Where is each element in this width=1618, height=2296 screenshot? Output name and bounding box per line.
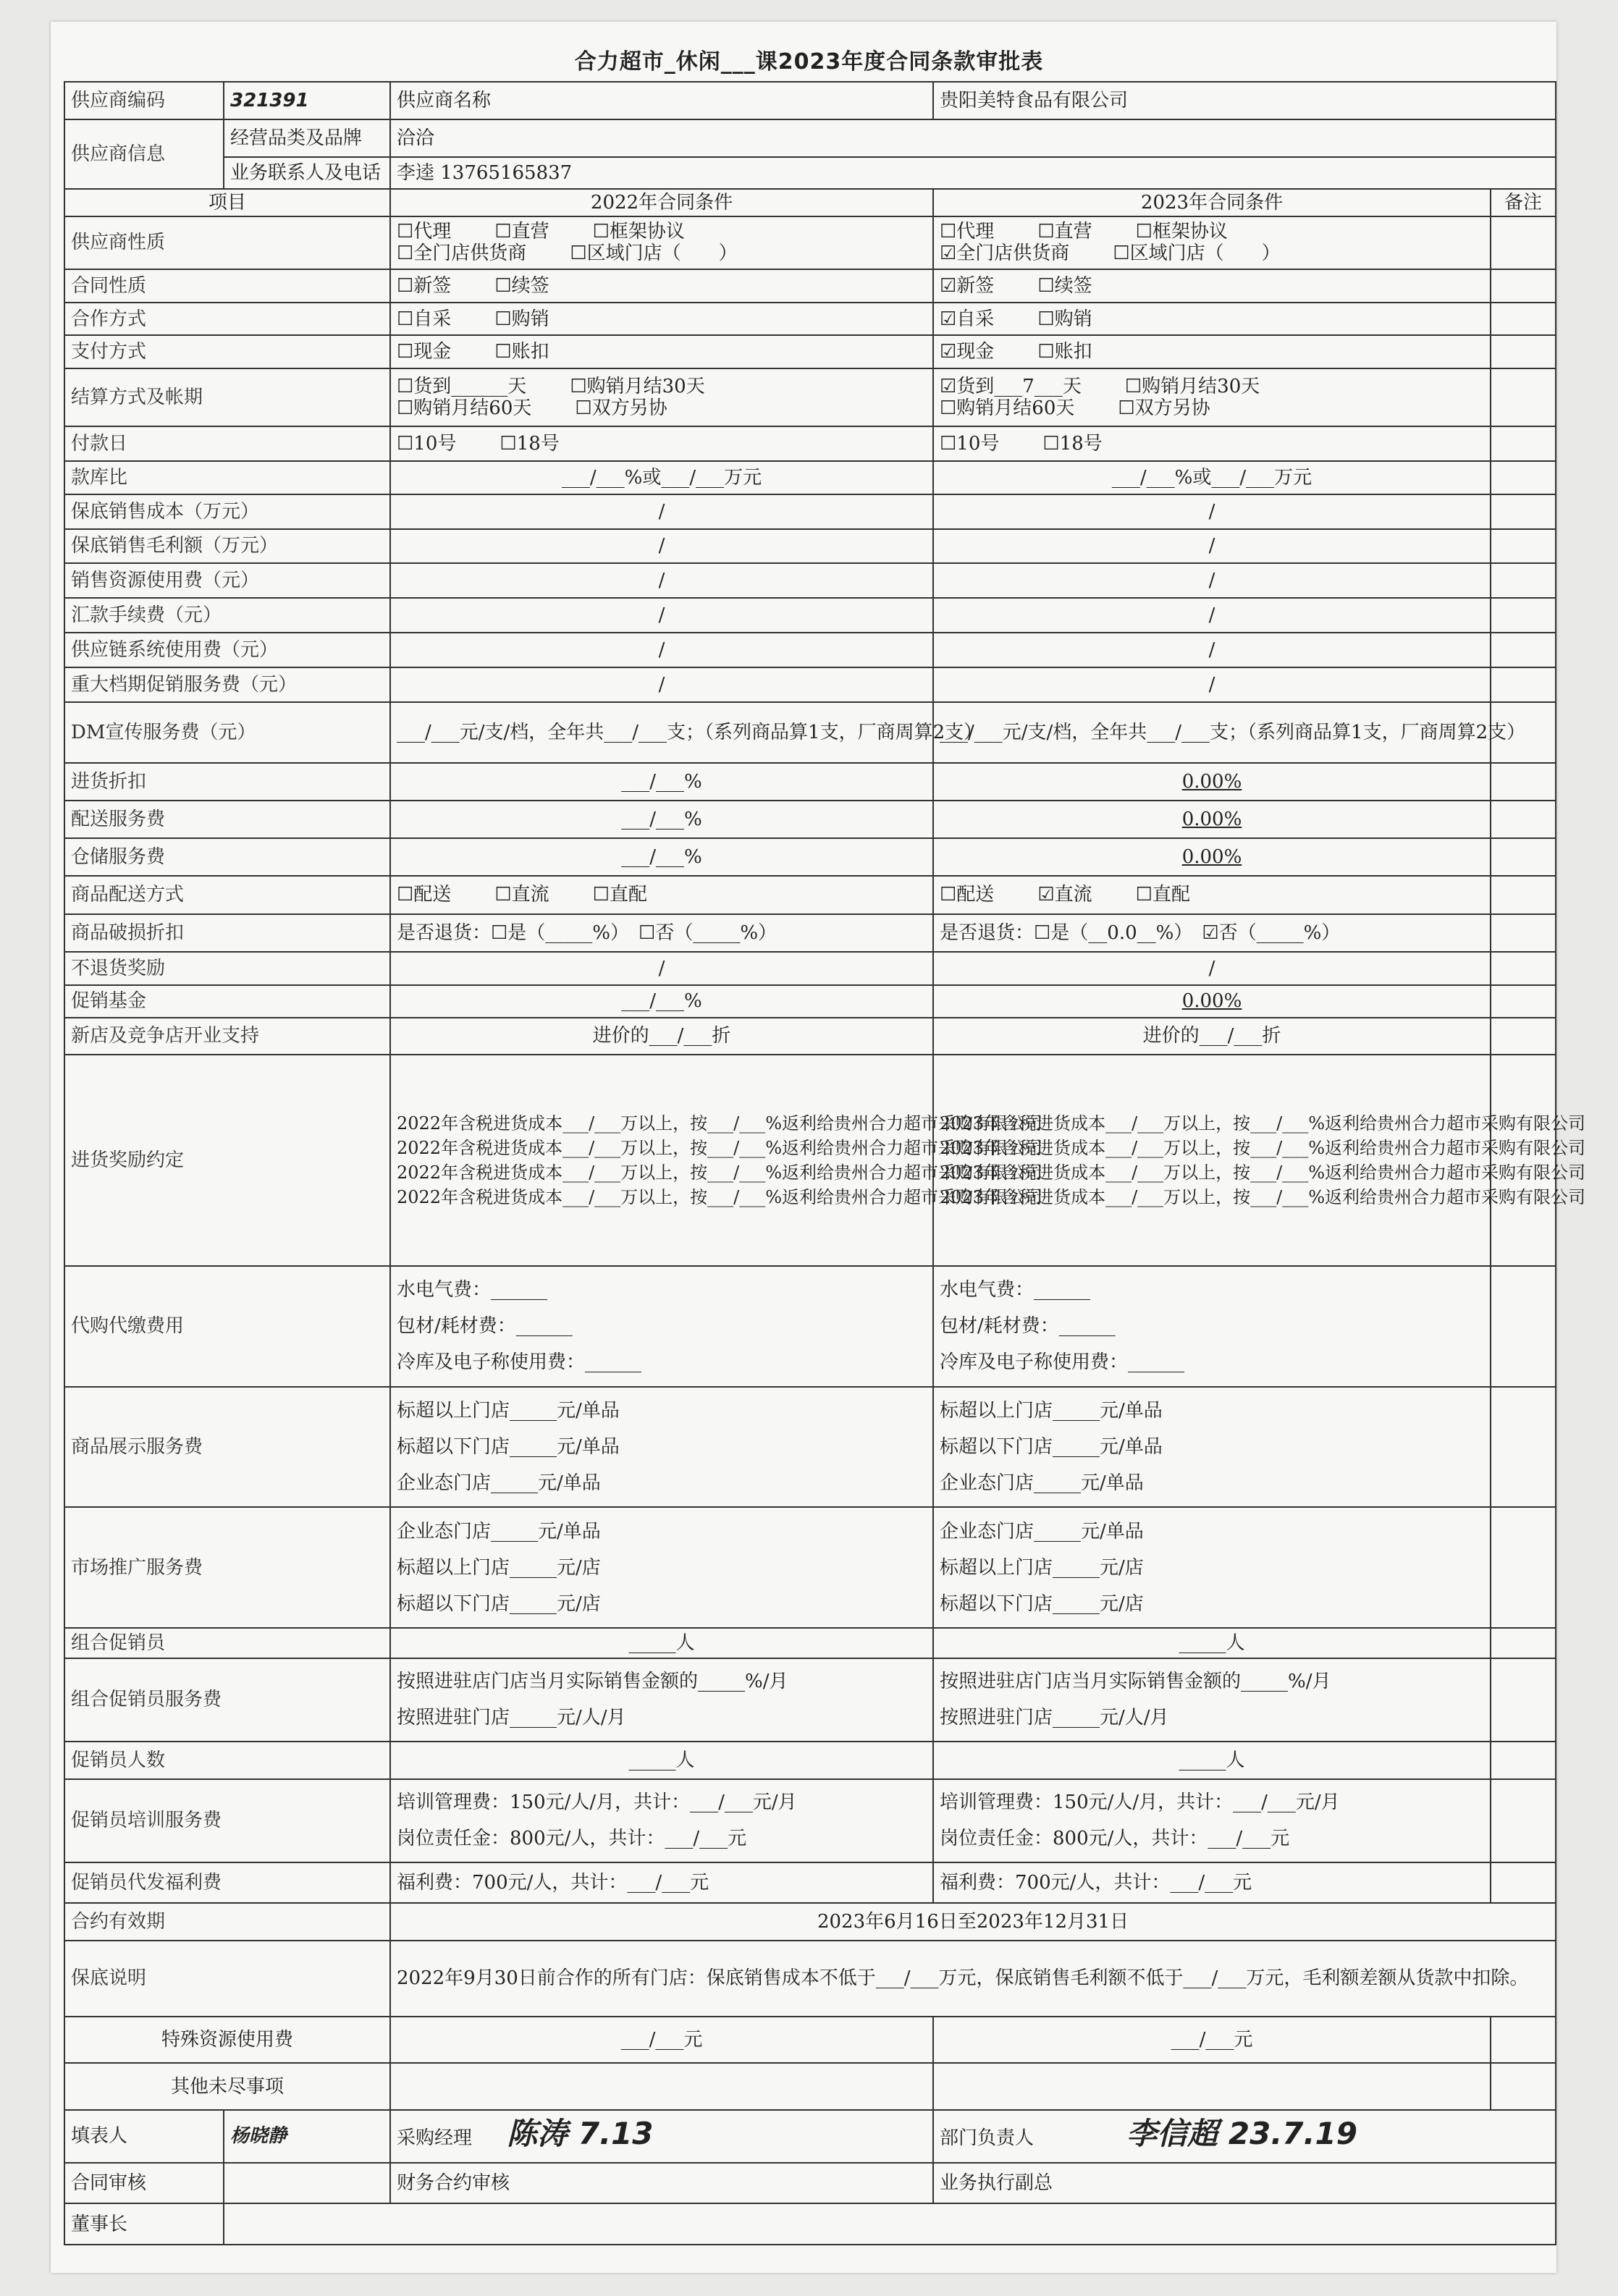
form-title: 合力超市_休闲___课2023年度合同条款审批表	[574, 49, 1044, 75]
special-fee-2022: ___/___元	[390, 2017, 933, 2064]
storage-fee-2022: ___/___%	[390, 838, 933, 876]
settlement-2023	[933, 368, 1491, 426]
new-store-label: 新店及竞争店开业支持	[64, 1018, 390, 1054]
delivery-fee-label: 配送服务费	[64, 801, 390, 838]
remarks-cell	[1491, 1055, 1556, 1266]
min-margin-2023: /	[933, 529, 1491, 564]
agency-2022-utilities: 水电气费：______	[397, 1279, 548, 1301]
settle-2022-30d: ☐购销月结30天	[570, 376, 705, 397]
incentive-2022-tier-2: 2022年含税进货成本___/___万以上，按___/___%返利给贵州合力超市采购有限公司	[397, 1137, 1043, 1158]
dept-cell	[933, 2110, 1556, 2163]
dist-mode-label: 商品配送方式	[64, 876, 390, 913]
display-2023-below: 标超以下门店_____元/单品	[940, 1436, 1163, 1458]
contact-value: 李逵 13765165837	[390, 157, 1556, 189]
payday-2022-10: ☐10号	[397, 432, 457, 455]
chairman-value	[224, 2203, 1556, 2245]
payday-label: 付款日	[64, 426, 390, 461]
scm-fee-2022: /	[390, 633, 933, 667]
coop-2023-self: ☑自采	[940, 308, 995, 330]
incentive-2023-tier-4: 2023年含税进货成本___/___万以上，按___/___%返利给贵州合力超市采购有限公司	[940, 1186, 1586, 1207]
submitter-label: 填表人	[64, 2110, 224, 2163]
supplier-code-value: 321391	[224, 82, 390, 119]
resource-fee-2023: /	[933, 563, 1491, 598]
buyer-label: 采购经理	[397, 2127, 473, 2150]
pay-2022-cash: ☐现金	[397, 341, 452, 363]
display-2022-above: 标超以上门店_____元/单品	[397, 1400, 620, 1422]
remarks-cell	[1491, 269, 1556, 303]
market-fee-label: 市场推广服务费	[64, 1507, 390, 1628]
coop-mode-2023	[933, 303, 1491, 336]
settle-2023-60d: ☐购销月结60天	[940, 397, 1075, 419]
supplier-code-row	[64, 82, 1556, 119]
dept-head-label: 部门负责人	[940, 2127, 1035, 2150]
remarks-cell	[1491, 1658, 1556, 1742]
nature-2023	[933, 216, 1491, 269]
supplier-info-label: 供应商信息	[64, 119, 224, 189]
promoters-2023: _____人	[933, 1742, 1491, 1779]
nature-2023-all-stores: ☑全门店供货商	[940, 242, 1070, 265]
display-fee-2023	[933, 1387, 1491, 1508]
welfare-label: 促销员代发福利费	[64, 1862, 390, 1903]
stock-ratio-2022: ___/___%或___/___万元	[390, 461, 933, 494]
coop-2022-self: ☐自采	[397, 308, 452, 330]
min-cost-label: 保底销售成本（万元）	[64, 494, 390, 529]
new-store-2023: 进价的___/___折	[933, 1018, 1491, 1054]
combo-fee-2022-pct: 按照进驻店门店当月实际销售金额的_____%/月	[397, 1671, 788, 1693]
remarks-cell	[1491, 633, 1556, 667]
promo-fund-2023: 0.00%	[933, 985, 1491, 1018]
display-fee-2022	[390, 1387, 933, 1508]
remarks-cell	[1491, 763, 1556, 801]
remarks-cell	[1491, 952, 1556, 985]
settlement-2022	[390, 368, 933, 426]
promo-fee-2022: /	[390, 667, 933, 702]
storage-fee-label: 仓储服务费	[64, 838, 390, 876]
scm-fee-2023: /	[933, 633, 1491, 667]
nature-2022	[390, 216, 933, 269]
remarks-cell	[1491, 1742, 1556, 1779]
contract-type-2023	[933, 269, 1491, 303]
contract-2023-new: ☑新签	[940, 274, 995, 297]
remarks-header: 备注	[1491, 189, 1556, 216]
nature-2022-agent: ☐代理	[397, 221, 452, 243]
coop-mode-label: 合作方式	[64, 303, 390, 336]
remarks-cell	[1491, 494, 1556, 529]
dist-2023-delivery: ☐配送	[940, 884, 995, 906]
remarks-cell	[1491, 1266, 1556, 1387]
remarks-cell	[1491, 1387, 1556, 1508]
coop-mode-2022	[390, 303, 933, 336]
dm-fee-2022: ___/___元/支/档，全年共___/___支；（系列商品算1支，厂商周算2支）	[390, 702, 933, 762]
combo-label: 组合促销员	[64, 1628, 390, 1658]
min-margin-label: 保底销售毛利额（万元）	[64, 529, 390, 564]
min-cost-2023: /	[933, 494, 1491, 529]
damage-2022: 是否退货：☐是（_____%） ☐否（_____%）	[390, 914, 933, 952]
agency-2023-cold-storage: 冷库及电子称使用费：______	[940, 1351, 1185, 1374]
agency-fee-label: 代购代缴费用	[64, 1266, 390, 1387]
remit-fee-2022: /	[390, 598, 933, 633]
delivery-fee-2023: 0.00%	[933, 801, 1491, 838]
remarks-cell	[1491, 335, 1556, 368]
payday-2023	[933, 426, 1491, 461]
min-margin-2022: /	[390, 529, 933, 564]
settlement-label: 结算方式及帐期	[64, 368, 390, 426]
combo-fee-2023-pct: 按照进驻店门店当月实际销售金额的_____%/月	[940, 1671, 1331, 1693]
training-fee-label: 促销员培训服务费	[64, 1779, 390, 1862]
no-return-label: 不退货奖励	[64, 952, 390, 985]
remarks-cell	[1491, 368, 1556, 426]
promo-fee-label: 重大档期促销服务费（元）	[64, 667, 390, 702]
remit-fee-label: 汇款手续费（元）	[64, 598, 390, 633]
guarantee-value: 2022年9月30日前合作的所有门店：保底销售成本不低于___/___万元，保底销售毛利额不低于___/___万元，毛利额差额从货款中扣除。	[390, 1941, 1556, 2016]
incentive-2023-tier-1: 2023年含税进货成本___/___万以上，按___/___%返利给贵州合力超市采购有限公司	[940, 1113, 1586, 1134]
incentive-2022-tier-4: 2022年含税进货成本___/___万以上，按___/___%返利给贵州合力超市采购有限公司	[397, 1186, 1043, 1207]
no-return-2023: /	[933, 952, 1491, 985]
damage-2023: 是否退货：☐是（__0.0__%） ☑否（_____%）	[933, 914, 1491, 952]
nature-2023-agent: ☐代理	[940, 221, 995, 243]
nature-2022-framework: ☐框架协议	[592, 221, 685, 243]
vp-label: 业务执行副总	[933, 2163, 1556, 2203]
promo-fee-2023: /	[933, 667, 1491, 702]
buyer-signature: 陈涛 7.13	[507, 2116, 654, 2152]
remarks-cell	[1491, 876, 1556, 913]
agency-2022-cold-storage: 冷库及电子称使用费：______	[397, 1351, 642, 1374]
nature-2023-framework: ☐框架协议	[1135, 221, 1228, 243]
payday-2023-18: ☐18号	[1042, 432, 1103, 455]
header-2023: 2023年合同条件	[933, 189, 1491, 216]
header-row	[64, 189, 1556, 216]
training-2022-deposit: 岗位责任金：800元/人，共计：___/___元	[397, 1828, 747, 1850]
display-2022-enterprise: 企业态门店_____元/单品	[397, 1472, 601, 1494]
training-fee-2022	[390, 1779, 933, 1862]
nature-label: 供应商性质	[64, 216, 390, 269]
validity-value: 2023年6月16日至2023年12月31日	[390, 1903, 1556, 1941]
coop-2022-purchase: ☐购销	[494, 308, 549, 330]
remarks-cell	[1491, 563, 1556, 598]
market-2023-above: 标超以上门店_____元/店	[940, 1556, 1144, 1579]
remarks-cell	[1491, 529, 1556, 564]
market-fee-2023	[933, 1507, 1491, 1628]
remarks-cell	[1491, 1018, 1556, 1054]
incentive-2022-tier-3: 2022年含税进货成本___/___万以上，按___/___%返利给贵州合力超市采购有限公司	[397, 1162, 1043, 1183]
other-items-2023	[933, 2063, 1491, 2110]
display-2023-enterprise: 企业态门店_____元/单品	[940, 1472, 1144, 1494]
settle-2022-60d: ☐购销月结60天	[397, 397, 532, 419]
storage-fee-2023: 0.00%	[933, 838, 1491, 876]
settle-2023-other: ☐双方另协	[1118, 397, 1210, 419]
discount-2023: 0.00%	[933, 763, 1491, 801]
training-fee-2023	[933, 1779, 1491, 1862]
incentive-2022	[390, 1055, 1043, 1266]
dist-mode-2022	[390, 876, 933, 913]
pay-2022-deduct: ☐账扣	[494, 341, 549, 363]
dist-2022-direct: ☐直配	[592, 884, 647, 906]
payday-2022-18: ☐18号	[500, 432, 560, 455]
submitter-signature: 杨晓静	[224, 2110, 390, 2163]
display-2023-above: 标超以上门店_____元/单品	[940, 1400, 1163, 1422]
welfare-2022: 福利费：700元/人，共计：___/___元	[390, 1862, 933, 1903]
resource-fee-2022: /	[390, 563, 933, 598]
contract-type-label: 合同性质	[64, 269, 390, 303]
guarantee-label: 保底说明	[64, 1941, 390, 2016]
settle-2023-30d: ☐购销月结30天	[1124, 376, 1260, 397]
agency-2022-packaging: 包材/耗材费：______	[397, 1315, 573, 1338]
payment-method-label: 支付方式	[64, 335, 390, 368]
remarks-cell	[1491, 2063, 1556, 2110]
nature-2022-direct: ☐直营	[494, 221, 549, 243]
incentive-2022-tier-1: 2022年含税进货成本___/___万以上，按___/___%返利给贵州合力超市采购有限公司	[397, 1113, 1043, 1134]
validity-label: 合约有效期	[64, 1903, 390, 1941]
no-return-2022: /	[390, 952, 933, 985]
pay-2023-deduct: ☐账扣	[1037, 341, 1092, 363]
incentive-2023-tier-2: 2023年含税进货成本___/___万以上，按___/___%返利给贵州合力超市采购有限公司	[940, 1137, 1586, 1158]
market-2022-below: 标超以下门店_____元/店	[397, 1592, 601, 1615]
promoters-label: 促销员人数	[64, 1742, 390, 1779]
contract-2022-renew: ☐续签	[494, 274, 549, 297]
combo-fee-2023	[933, 1658, 1491, 1742]
pay-2023-cash: ☑现金	[940, 341, 995, 363]
agency-fee-2022	[390, 1266, 933, 1387]
payment-method-2023	[933, 335, 1491, 368]
welfare-2023: 福利费：700元/人，共计：___/___元	[933, 1862, 1491, 1903]
remarks-cell	[1491, 461, 1556, 494]
market-2022-enterprise: 企业态门店_____元/单品	[397, 1520, 601, 1542]
other-items-label: 其他未尽事项	[64, 2063, 390, 2110]
remit-fee-2023: /	[933, 598, 1491, 633]
payday-2023-10: ☐10号	[940, 432, 1000, 455]
payment-method-2022	[390, 335, 933, 368]
special-fee-2023: ___/___元	[933, 2017, 1491, 2064]
settle-2022-on-arrival: ☐货到______天	[397, 376, 527, 397]
payday-2022	[390, 426, 933, 461]
remarks-cell	[1491, 1779, 1556, 1862]
chairman-label: 董事长	[64, 2203, 224, 2245]
supplier-name-value: 贵阳美特食品有限公司	[933, 82, 1556, 119]
combo-fee-label: 组合促销员服务费	[64, 1658, 390, 1742]
promoters-2022: _____人	[390, 1742, 933, 1779]
nature-2022-regional: ☐区域门店（ ）	[570, 242, 738, 265]
combo-fee-2022-fixed: 按照进驻门店_____元/人/月	[397, 1707, 626, 1729]
dm-fee-label: DM宣传服务费（元）	[64, 702, 390, 762]
display-2022-below: 标超以下门店_____元/单品	[397, 1436, 620, 1458]
training-2023-deposit: 岗位责任金：800元/人，共计：___/___元	[940, 1828, 1290, 1850]
dist-2022-delivery: ☐配送	[397, 884, 452, 906]
agency-2023-utilities: 水电气费：______	[940, 1279, 1091, 1301]
display-fee-label: 商品展示服务费	[64, 1387, 390, 1508]
contract-2023-renew: ☐续签	[1037, 274, 1092, 297]
contract-2022-new: ☐新签	[397, 274, 452, 297]
remarks-cell	[1491, 985, 1556, 1018]
combo-2023: _____人	[933, 1628, 1491, 1658]
stock-ratio-2023: ___/___%或___/___万元	[933, 461, 1491, 494]
incentive-2023-tier-3: 2023年含税进货成本___/___万以上，按___/___%返利给贵州合力超市采购有限公司	[940, 1162, 1586, 1183]
remarks-cell	[1491, 303, 1556, 336]
remarks-cell	[1491, 598, 1556, 633]
promo-fund-2022: ___/___%	[390, 985, 933, 1018]
special-fee-label: 特殊资源使用费	[64, 2017, 390, 2064]
remarks-cell	[1491, 426, 1556, 461]
dist-2022-flow: ☐直流	[494, 884, 549, 906]
delivery-fee-2022: ___/___%	[390, 801, 933, 838]
market-2023-enterprise: 企业态门店_____元/单品	[940, 1520, 1144, 1542]
market-2023-below: 标超以下门店_____元/店	[940, 1592, 1144, 1615]
incentive-label: 进货奖励约定	[64, 1055, 390, 1266]
incentive-2023	[933, 1055, 1586, 1266]
dist-2023-direct: ☐直配	[1135, 884, 1190, 906]
remarks-cell	[1491, 216, 1556, 269]
contract-type-2022	[390, 269, 933, 303]
discount-label: 进货折扣	[64, 763, 390, 801]
dist-2023-flow: ☑直流	[1037, 884, 1092, 906]
remarks-cell	[1491, 667, 1556, 702]
combo-2022: _____人	[390, 1628, 933, 1658]
contract-review-label: 合同审核	[64, 2163, 224, 2203]
approval-form-table	[64, 81, 1586, 2245]
remarks-cell	[1491, 1628, 1556, 1658]
stock-ratio-label: 款库比	[64, 461, 390, 494]
remarks-cell	[1491, 1507, 1556, 1628]
min-cost-2022: /	[390, 494, 933, 529]
remarks-cell	[1491, 838, 1556, 876]
scm-fee-label: 供应链系统使用费（元）	[64, 633, 390, 667]
nature-2023-regional: ☐区域门店（ ）	[1113, 242, 1281, 265]
supplier-name-label: 供应商名称	[390, 82, 933, 119]
settle-2023-on-arrival: ☑货到___7___天	[940, 376, 1082, 397]
resource-fee-label: 销售资源使用费（元）	[64, 563, 390, 598]
finance-review-label: 财务合约审核	[390, 2163, 933, 2203]
remarks-cell	[1491, 2017, 1556, 2064]
supplier-code-label: 供应商编码	[64, 82, 224, 119]
other-items-2022	[390, 2063, 933, 2110]
remarks-cell	[1491, 914, 1556, 952]
signoff-row	[64, 2110, 1556, 2163]
dept-head-signature: 李信超 23.7.19	[1126, 2116, 1357, 2152]
market-fee-2022	[390, 1507, 933, 1628]
category-label: 经营品类及品牌	[224, 119, 390, 157]
contact-label: 业务联系人及电话	[224, 157, 390, 189]
combo-fee-2023-fixed: 按照进驻门店_____元/人/月	[940, 1707, 1169, 1729]
market-2022-above: 标超以上门店_____元/店	[397, 1556, 601, 1579]
new-store-2022: 进价的___/___折	[390, 1018, 933, 1054]
nature-2023-direct: ☐直营	[1037, 221, 1092, 243]
settle-2022-other: ☐双方另协	[575, 397, 667, 419]
training-2023-mgmt: 培训管理费：150元/人/月，共计：___/___元/月	[940, 1791, 1340, 1814]
training-2022-mgmt: 培训管理费：150元/人/月，共计：___/___元/月	[397, 1791, 797, 1814]
promo-fund-label: 促销基金	[64, 985, 390, 1018]
category-value: 洽洽	[390, 119, 1556, 157]
coop-2023-purchase: ☐购销	[1037, 308, 1092, 330]
nature-2022-all-stores: ☐全门店供货商	[397, 242, 527, 265]
header-item: 项目	[64, 189, 390, 216]
agency-2023-packaging: 包材/耗材费：______	[940, 1315, 1116, 1338]
agency-fee-2023	[933, 1266, 1491, 1387]
dist-mode-2023	[933, 876, 1491, 913]
header-2022: 2022年合同条件	[390, 189, 933, 216]
dm-fee-2023: ___/___元/支/档，全年共___/___支；（系列商品算1支，厂商周算2支）	[933, 702, 1491, 762]
discount-2022: ___/___%	[390, 763, 933, 801]
remarks-cell	[1491, 801, 1556, 838]
remarks-cell	[1491, 1862, 1556, 1903]
buyer-cell	[390, 2110, 933, 2163]
contract-review-value	[224, 2163, 390, 2203]
combo-fee-2022	[390, 1658, 933, 1742]
damage-label: 商品破损折扣	[64, 914, 390, 952]
